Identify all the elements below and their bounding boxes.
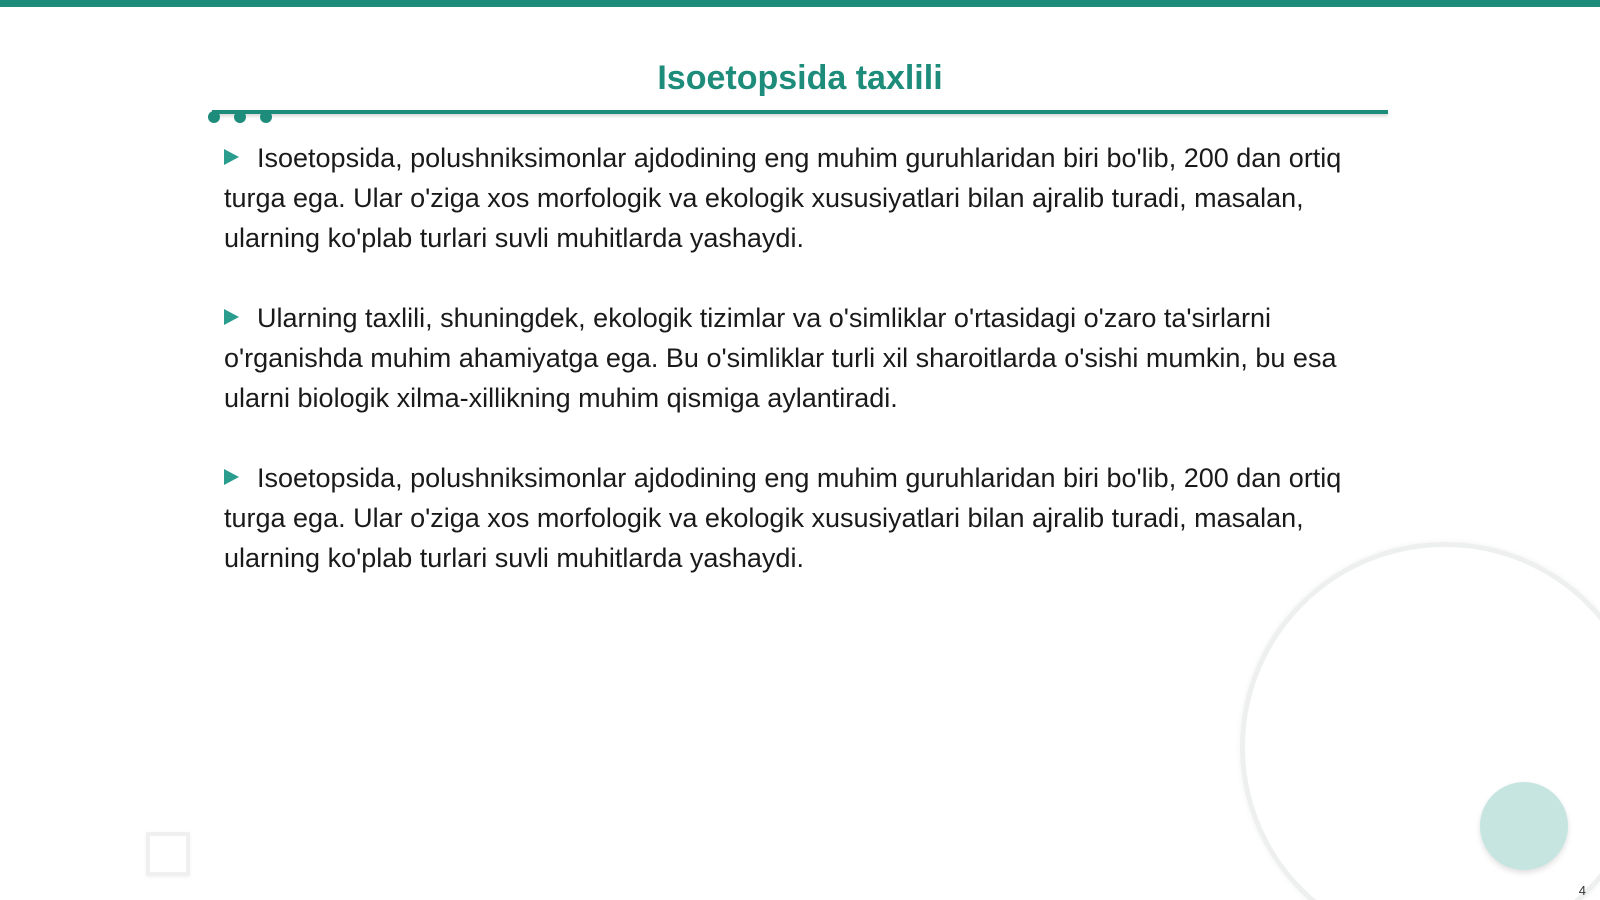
bullet-text: Isoetopsida, polushniksimonlar ajdodining eng muhim guruhlaridan biri bo'lib, 200 dan ortiq turga ega. Ular o'ziga xos morfologik va ekologik xususiyatlari bilan ajralib turadi, masalan, ularning ko'plab turlari suvli muhitlarda yashaydi.: [224, 463, 1342, 573]
decorative-dot: [208, 111, 220, 123]
decorative-square: [146, 832, 190, 876]
slide-title: Isoetopsida taxlili: [657, 59, 943, 97]
decorative-circle: [1480, 782, 1568, 870]
triangle-right-icon: [224, 469, 239, 485]
top-accent-bar: [0, 0, 1600, 7]
decorative-dot: [234, 111, 246, 123]
decorative-dot: [260, 111, 272, 123]
bullet-list: [224, 138, 1384, 618]
page-number: 4: [1578, 883, 1586, 898]
bullet-item: [224, 298, 1384, 418]
triangle-right-icon: [224, 149, 239, 165]
bullet-text: Isoetopsida, polushniksimonlar ajdodining eng muhim guruhlaridan biri bo'lib, 200 dan ortiq turga ega. Ular o'ziga xos morfologik va ekologik xususiyatlari bilan ajralib turadi, masalan, ularning ko'plab turlari suvli muhitlarda yashaydi.: [224, 143, 1342, 253]
bullet-text: Ularning taxlili, shuningdek, ekologik tizimlar va o'simliklar o'rtasidagi o'zaro ta'sirlarni o'rganishda muhim ahamiyatga ega. Bu o'simliklar turli xil sharoitlarda o'sishi mumkin, bu esa ularni biologik xilma-xillikning muhim qismiga aylantiradi.: [224, 303, 1337, 413]
triangle-right-icon: [224, 309, 239, 325]
bullet-item: [224, 458, 1384, 578]
bullet-item: [224, 138, 1384, 258]
title-underline: [212, 110, 1388, 114]
